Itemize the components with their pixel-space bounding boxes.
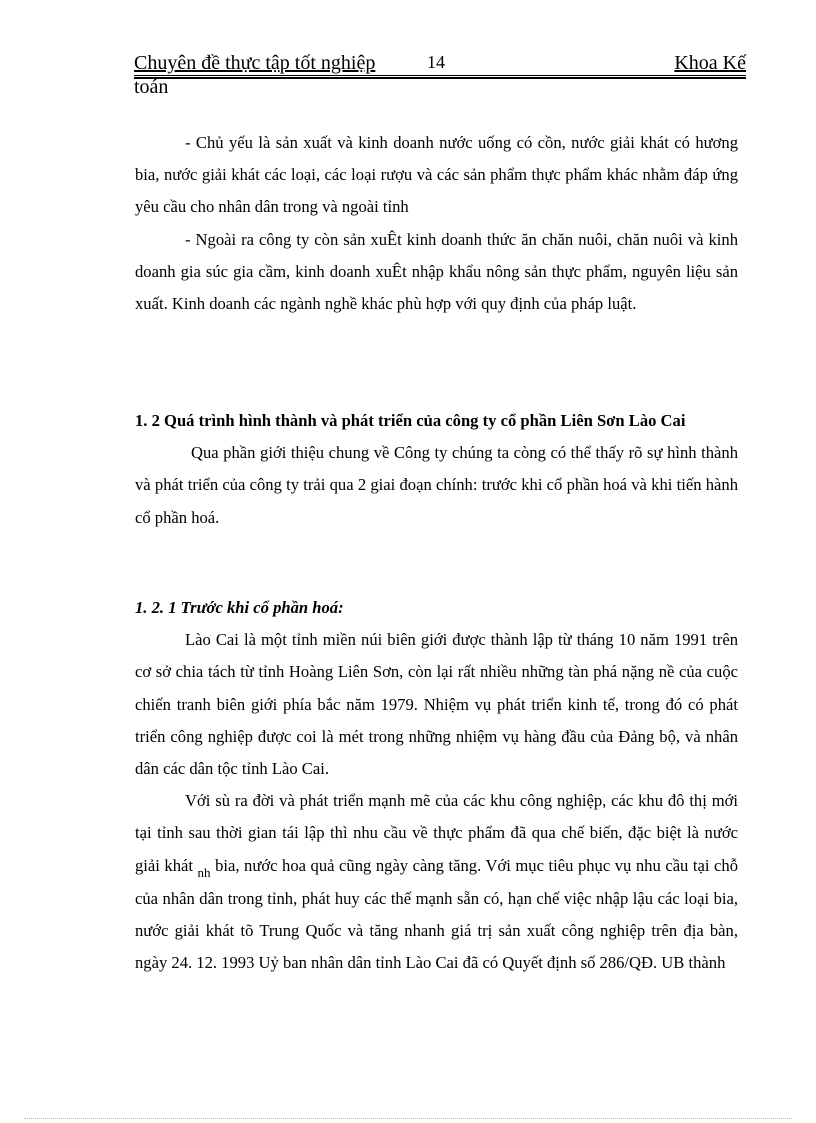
section-before-equitization	[135, 592, 738, 979]
section-history	[135, 405, 738, 534]
paragraph-other-business: - Ngoài ra công ty còn sản xuÊt kinh doanh thức ăn chăn nuôi, chăn nuôi và kinh doanh gia súc gia cầm, kinh doanh xuÊt nhập khẩu nông sản thực phẩm, nguyên liệu sản xuất. Kinh doanh các ngành nghề khác phù hợp với quy định của pháp luật.	[135, 229, 738, 314]
header-rule-thick	[134, 77, 746, 79]
header-rule-thin	[134, 75, 746, 76]
subsection-heading-before-equitization: 1. 2. 1 Trước khi cổ phần hoá:	[135, 598, 344, 617]
page-header	[134, 50, 746, 76]
header-title: Chuyên đề thực tập tốt nghiệp	[134, 52, 376, 74]
page-bottom-divider	[24, 1118, 792, 1119]
paragraph-lao-cai-background: Lào Cai là một tỉnh miền núi biên giới được thành lập từ tháng 10 năm 1991 trên cơ sở chia tách từ tỉnh Hoàng Liên Sơn, còn lại rất nhiều những tàn phá nặng nề của cuộc chiến tranh biên giới phía bắc năm 1979. Nhiệm vụ phát triển kinh tế, trong đó có phát triển công nghiệp được coi là mét trong những nhiệm vụ hàng đầu của Đảng bộ, và nhân dân các dân tộc tỉnh Lào Cai.	[135, 630, 738, 779]
section-heading-history: 1. 2 Quá trình hình thành và phát triển của công ty cổ phần Liên Sơn Lào Cai	[135, 411, 686, 430]
header-department: Khoa Kế	[674, 52, 746, 74]
paragraph-history-intro: Qua phần giới thiệu chung về Công ty chúng ta còng có thể thấy rõ sự hình thành và phát triển của công ty trải qua 2 giai đoạn chính: trước khi cổ phần hoá và khi tiến hành cổ phần hoá.	[135, 443, 738, 527]
paragraph-main-products: - Chủ yếu là sản xuất và kinh doanh nước uống có cồn, nước giải khát có hương bia, nước giải khát các loại, các loại rượu và các sản phẩm thực phẩm khác nhằm đáp ứng yêu cầu cho nhân dân trong và ngoài tỉnh	[135, 133, 738, 217]
section-products	[135, 127, 738, 320]
header-department-continuation: toán	[134, 76, 169, 98]
paragraph-demand-growth	[135, 785, 738, 979]
paragraph-demand-growth-part1: Với sù ra đời và phát triển mạnh mẽ của các khu công nghiệp, các khu đô thị mới tại tỉnh sau thời gian tái lập thì nhu cầu về thực phẩm đã qua chế biến, đặc biệt là nước giải khát	[135, 791, 738, 875]
page-number: 14	[427, 52, 445, 72]
subscript-fragment: nh	[197, 864, 211, 880]
paragraph-demand-growth-part2: bia, nước hoa quả cũng ngày càng tăng. Với mục tiêu phục vụ nhu cầu tại chỗ của nhân dân trong tỉnh, phát huy các thế mạnh sẵn có, hạn chế việc nhập lậu các loại bia, nước giải khát tõ Trung Quốc và tăng nhanh giá trị sản xuất công nghiệp trên địa bàn, ngày 24. 12. 1993 Uỷ ban nhân dân tỉnh Lào Cai đã có Quyết định số 286/QĐ. UB thành	[135, 855, 738, 973]
